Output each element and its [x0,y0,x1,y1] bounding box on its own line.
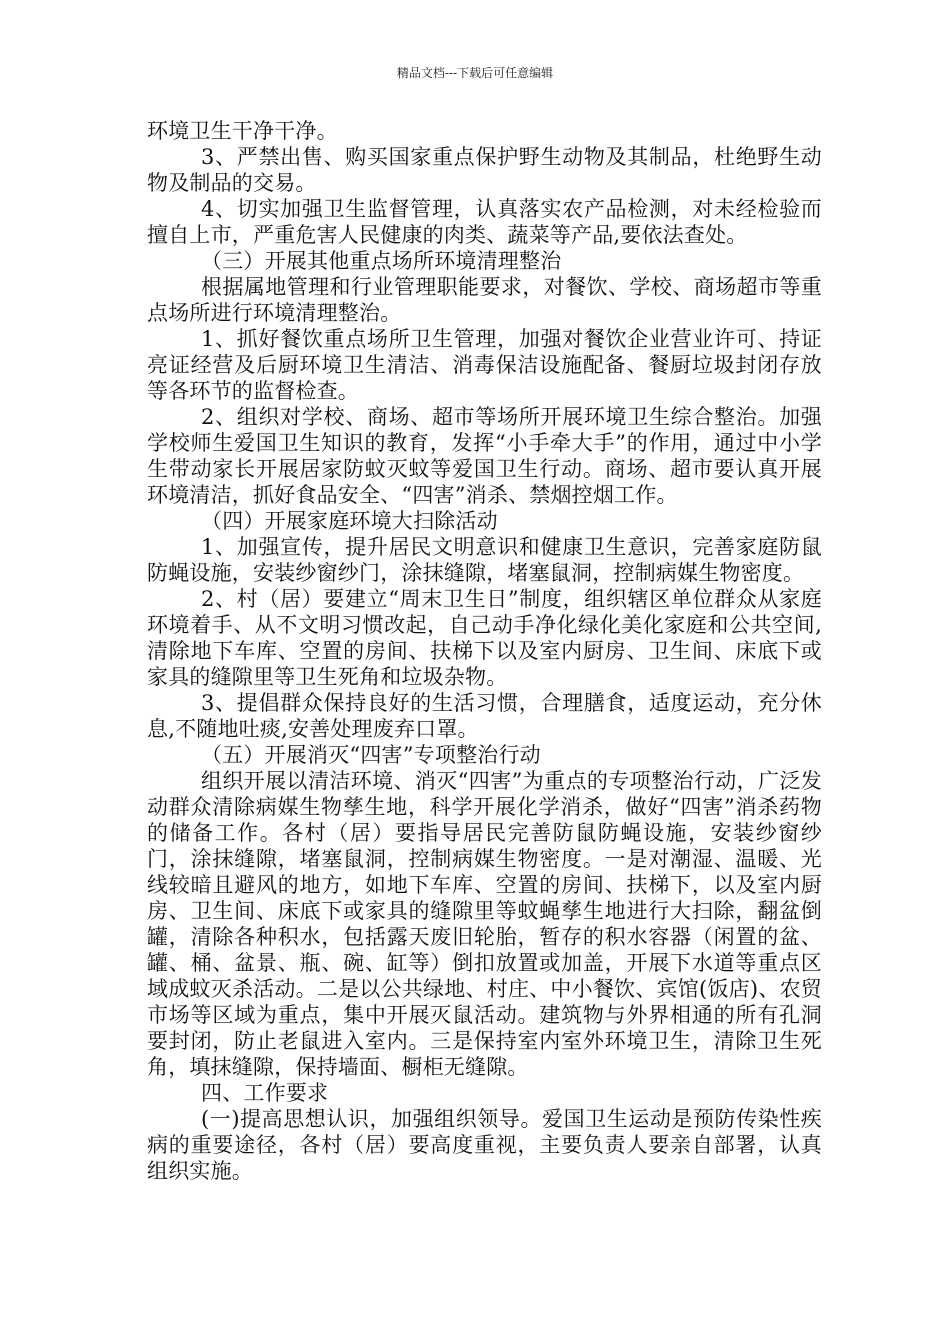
paragraph: 根据属地管理和行业管理职能要求，对餐饮、学校、商场超市等重点场所进行环境清理整治。 [147,275,822,325]
section-heading: （四）开展家庭环境大扫除活动 [201,509,498,533]
paragraph: 2、组织对学校、商场、超市等场所开展环境卫生综合整治。加强学校师生爱国卫生知识的教育，发挥“小手牵大手”的作用，通过中小学生带动家长开展居家防蚊灭蚊等爱国卫生行动。商场、超市要认真开展环境清洁，抓好食品安全、“四害”消杀、禁烟控烟工作。 [147,405,822,507]
document-body [147,118,822,1184]
paragraph: 3、严禁出售、购买国家重点保护野生动物及其制品，杜绝野生动物及制品的交易。 [147,145,822,195]
paragraph: 环境卫生干净干净。 [147,119,338,143]
section-heading: 四、工作要求 [201,1081,329,1105]
paragraph: 1、加强宣传，提升居民文明意识和健康卫生意识，完善家庭防鼠防蝇设施，安装纱窗纱门，涂抹缝隙，堵塞鼠洞，控制病媒生物密度。 [147,535,822,585]
section-heading: （三）开展其他重点场所环境清理整治 [201,249,562,273]
paragraph: 2、村（居）要建立“周末卫生日”制度，组织辖区单位群众从家庭环境着手、从不文明习惯改起，自己动手净化绿化美化家庭和公共空间,清除地下车库、空置的房间、扶梯下以及室内厨房、卫生间、床底下或家具的缝隙里等卫生死角和垃圾杂物。 [147,587,822,689]
paragraph: (一)提高思想认识，加强组织领导。爱国卫生运动是预防传染性疾病的重要途径，各村（居）要高度重视，主要负责人要亲自部署，认真组织实施。 [147,1107,822,1183]
section-heading: （五）开展消灭“四害”专项整治行动 [201,743,541,767]
page-header: 精品文档---下载后可任意编辑 [396,66,554,80]
paragraph: 1、抓好餐饮重点场所卫生管理，加强对餐饮企业营业许可、持证亮证经营及后厨环境卫生清洁、消毒保洁设施配备、餐厨垃圾封闭存放等各环节的监督检查。 [147,327,822,403]
paragraph: 3、提倡群众保持良好的生活习惯，合理膳食，适度运动，充分休息,不随地吐痰,安善处理废弃口罩。 [147,691,822,741]
paragraph: 4、切实加强卫生监督管理，认真落实农产品检测，对未经检验而擅自上市，严重危害人民健康的肉类、蔬菜等产品,要依法查处。 [147,197,822,247]
paragraph: 组织开展以清洁环境、消灭“四害”为重点的专项整治行动，广泛发动群众清除病媒生物孳生地，科学开展化学消杀，做好“四害”消杀药物的储备工作。各村（居）要指导居民完善防鼠防蝇设施，安装纱窗纱门，涂抹缝隙，堵塞鼠洞，控制病媒生物密度。一是对潮湿、温暖、光线较暗且避风的地方，如地下车库、空置的房间、扶梯下，以及室内厨房、卫生间、床底下或家具的缝隙里等蚊蝇孳生地进行大扫除，翻盆倒罐，清除各种积水，包括露天废旧轮胎，暂存的积水容器（闲置的盆、罐、桶、盆景、瓶、碗、缸等）倒扣放置或加盖，开展下水道等重点区域成蚊灭杀活动。二是以公共绿地、村庄、中小餐饮、宾馆(饭店)、农贸市场等区域为重点，集中开展灭鼠活动。建筑物与外界相通的所有孔洞要封闭，防止老鼠进入室内。三是保持室内室外环境卫生，清除卫生死角，填抹缝隙，保持墙面、橱柜无缝隙。 [147,769,822,1079]
